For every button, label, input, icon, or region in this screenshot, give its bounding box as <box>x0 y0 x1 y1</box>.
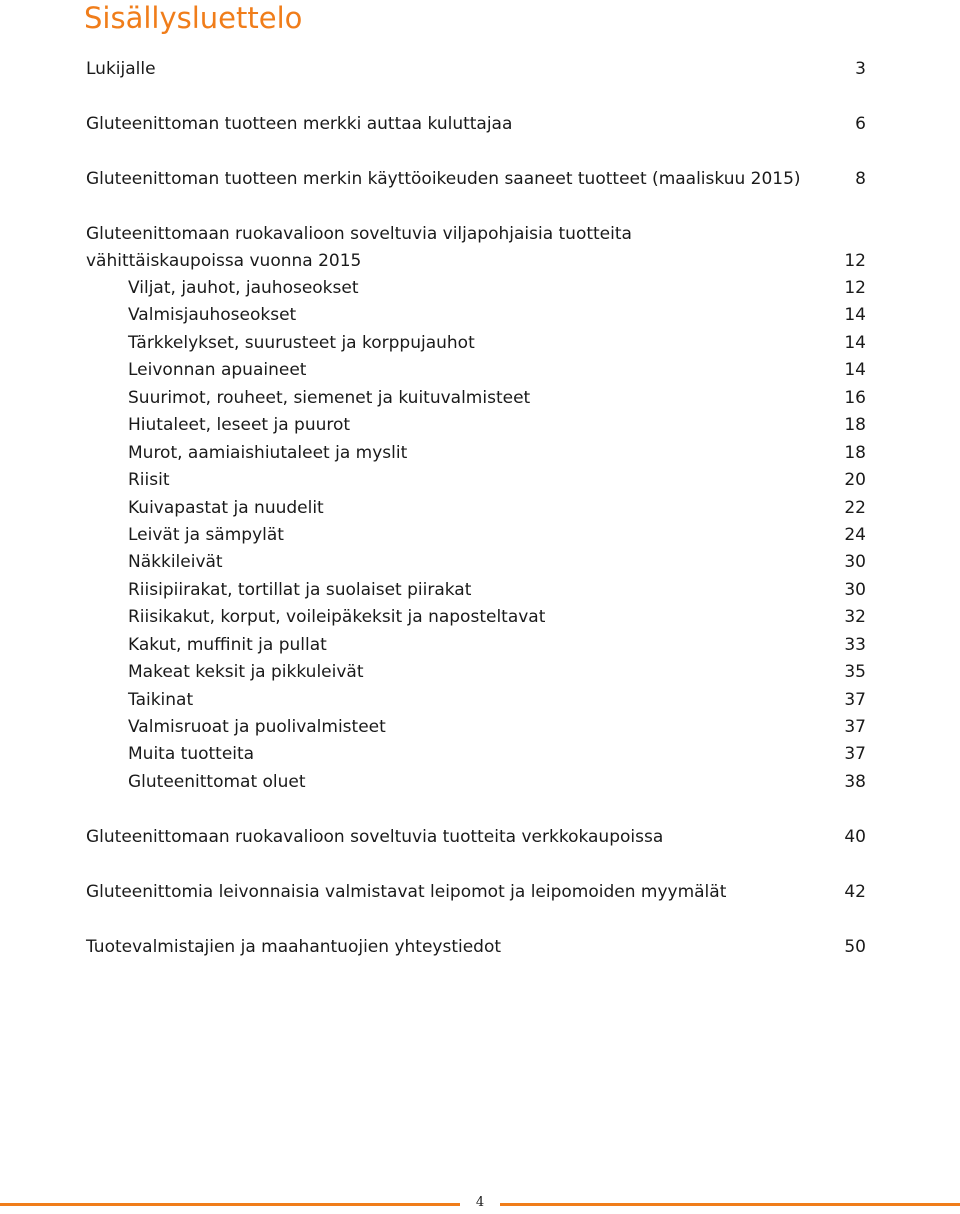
toc-subentry[interactable] <box>86 548 866 576</box>
toc-entry-heading[interactable] <box>86 220 866 248</box>
toc-subentry-page: 14 <box>844 360 866 380</box>
toc-subentry-label: Murot, aamiaishiutaleet ja myslit <box>128 443 408 463</box>
toc-subentry[interactable] <box>86 301 866 329</box>
toc-subentry-label: Gluteenittomat oluet <box>128 772 306 792</box>
toc-entry[interactable] <box>86 823 866 851</box>
toc-entry-page: 12 <box>844 251 866 271</box>
toc-subentry-page: 12 <box>844 278 866 298</box>
toc-subentry-page: 14 <box>844 333 866 353</box>
page-title: Sisällysluettelo <box>84 1 303 35</box>
toc-subentry-label: Kuivapastat ja nuudelit <box>128 498 324 518</box>
toc-subentry-page: 32 <box>844 607 866 627</box>
page-number: 4 <box>475 1195 485 1210</box>
toc-subentry-page: 37 <box>844 690 866 710</box>
toc-subentry[interactable] <box>86 494 866 522</box>
toc-entry-label: Lukijalle <box>86 59 156 79</box>
toc-subentry[interactable] <box>86 658 866 686</box>
toc-entry-page: 8 <box>855 169 866 189</box>
toc-subentry-label: Riisit <box>128 470 170 490</box>
toc-subentry[interactable] <box>86 466 866 494</box>
toc-entry-label: Gluteenittoman tuotteen merkin käyttöoikeuden saaneet tuotteet (maaliskuu 2015) <box>86 169 801 189</box>
toc-entry[interactable] <box>86 933 866 961</box>
toc-entry-page: 6 <box>855 114 866 134</box>
toc-entry[interactable] <box>86 878 866 906</box>
toc-subentry[interactable] <box>86 274 866 302</box>
toc-subentry-page: 30 <box>844 580 866 600</box>
toc-subentry[interactable] <box>86 713 866 741</box>
toc-subentry-page: 18 <box>844 415 866 435</box>
toc-entry[interactable] <box>86 247 866 275</box>
toc-entry[interactable] <box>86 55 866 83</box>
toc-subentry-label: Riisikakut, korput, voileipäkeksit ja naposteltavat <box>128 607 546 627</box>
toc-subentry-label: Näkkileivät <box>128 552 223 572</box>
toc-entry-label: Tuotevalmistajien ja maahantuojien yhteystiedot <box>86 937 502 957</box>
toc-subentry[interactable] <box>86 576 866 604</box>
toc-subentry-page: 16 <box>844 388 866 408</box>
toc-subentry[interactable] <box>86 521 866 549</box>
toc-subentry-page: 33 <box>844 635 866 655</box>
toc-entry-label: Gluteenittoman tuotteen merkki auttaa kuluttajaa <box>86 114 513 134</box>
toc-subentry-label: Kakut, muffinit ja pullat <box>128 635 327 655</box>
toc-subentry-label: Valmisruoat ja puolivalmisteet <box>128 717 386 737</box>
toc-subentry-label: Makeat keksit ja pikkuleivät <box>128 662 364 682</box>
toc-entry-page: 42 <box>844 882 866 902</box>
toc-entry-page: 3 <box>855 59 866 79</box>
toc-subentry-label: Taikinat <box>128 690 194 710</box>
toc-subentry[interactable] <box>86 768 866 796</box>
toc-entry-label: Gluteenittomaan ruokavalioon soveltuvia viljapohjaisia tuotteita <box>86 224 632 244</box>
footer-divider-left <box>0 1203 460 1206</box>
toc-subentry-label: Suurimot, rouheet, siemenet ja kuituvalmisteet <box>128 388 531 408</box>
toc-subentry[interactable] <box>86 740 866 768</box>
toc-subentry[interactable] <box>86 603 866 631</box>
toc-subentry[interactable] <box>86 686 866 714</box>
toc-subentry-page: 37 <box>844 717 866 737</box>
toc-subentry-label: Hiutaleet, leseet ja puurot <box>128 415 351 435</box>
toc-subentry[interactable] <box>86 356 866 384</box>
toc-subentry-page: 38 <box>844 772 866 792</box>
toc-subentry-page: 35 <box>844 662 866 682</box>
toc-subentry-page: 30 <box>844 552 866 572</box>
toc-subentry-page: 20 <box>844 470 866 490</box>
toc-subentry-label: Viljat, jauhot, jauhoseokset <box>128 278 359 298</box>
toc-subentry-label: Valmisjauhoseokset <box>128 305 297 325</box>
toc-entry[interactable] <box>86 110 866 138</box>
toc-entry-page: 40 <box>844 827 866 847</box>
footer-divider-right <box>500 1203 960 1206</box>
toc-entry-page: 50 <box>844 937 866 957</box>
toc-subentry[interactable] <box>86 384 866 412</box>
toc-entry-label: Gluteenittomia leivonnaisia valmistavat leipomot ja leipomoiden myymälät <box>86 882 727 902</box>
toc-subentry-page: 37 <box>844 744 866 764</box>
toc-subentry-page: 22 <box>844 498 866 518</box>
toc-entry-label: Gluteenittomaan ruokavalioon soveltuvia tuotteita verkkokaupoissa <box>86 827 664 847</box>
toc-subentry-label: Muita tuotteita <box>128 744 255 764</box>
toc-entry-label: vähittäiskaupoissa vuonna 2015 <box>86 251 362 271</box>
toc-subentry-label: Leivät ja sämpylät <box>128 525 284 545</box>
toc-subentry[interactable] <box>86 411 866 439</box>
toc-entry[interactable] <box>86 165 866 193</box>
toc-subentry[interactable] <box>86 439 866 467</box>
toc-subentry[interactable] <box>86 329 866 357</box>
toc-subentry-label: Riisipiirakat, tortillat ja suolaiset piirakat <box>128 580 472 600</box>
toc-subentry-page: 24 <box>844 525 866 545</box>
toc-subentry-page: 14 <box>844 305 866 325</box>
toc-subentry[interactable] <box>86 631 866 659</box>
toc-subentry-label: Tärkkelykset, suurusteet ja korppujauhot <box>128 333 475 353</box>
toc-subentry-page: 18 <box>844 443 866 463</box>
toc-subentry-label: Leivonnan apuaineet <box>128 360 307 380</box>
